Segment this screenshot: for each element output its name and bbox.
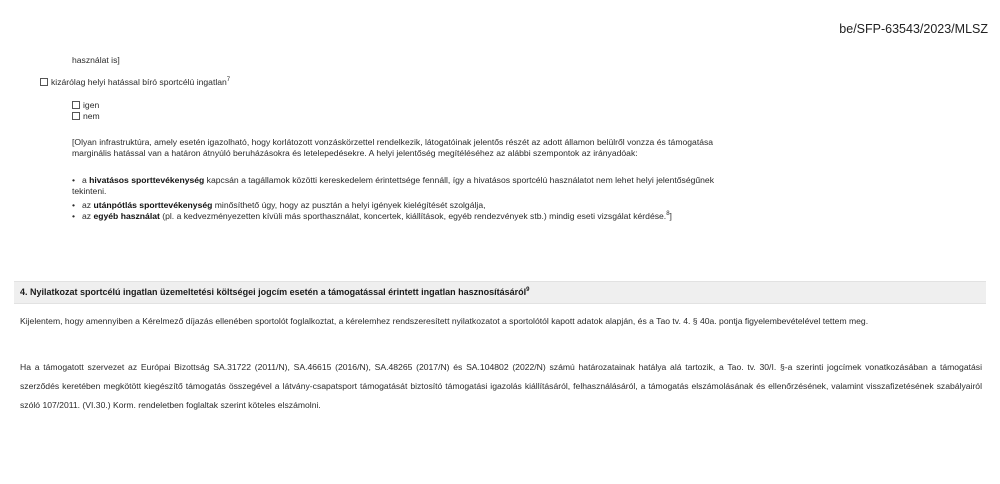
option-local-impact	[40, 77, 230, 88]
bullet-dot-icon: •	[72, 175, 76, 185]
footnote-ref-8: 8	[666, 211, 670, 217]
choice-no	[72, 111, 100, 122]
choice-yes	[72, 100, 99, 111]
choice-no-checkbox[interactable]	[72, 112, 80, 120]
explanation-line-2: marginális hatással van a határon átnyúló beruházásokra és letelepedésekre. A helyi jelentőség megítéléséhez az alábbi szempontok az irányadóak:	[72, 148, 638, 158]
section-4-paragraph-2: Ha a támogatott szervezet az Európai Bizottság SA.31722 (2011/N), SA.46615 (2016/N), SA.48265 (2017/N) és SA.104802 (2022/N) számú határozatainak hatálya alá tartozik, a Tao. tv. 30/I. §-a szerinti jogcímek vonatkozásában a támogatási szerződés keretében megkötött kiegészítő támogatás összegével a látvány-csapatsport támogatását biztosító támogatási igazolás kiállításáról, felhasználásáról, a támogatás elszámolásának és ellenőrzésének, valamint visszafizetésének szabályairól szóló 107/2011. (VI.30.) Korm. rendeletben foglaltak szerint köteles elszámolni.	[20, 362, 982, 410]
continued-text: használat is]	[72, 55, 120, 65]
bullet-dot-icon: •	[72, 200, 76, 210]
bullet-text: a	[82, 175, 90, 185]
footnote-ref-7: 7	[226, 77, 231, 83]
bullet-professional	[72, 175, 932, 197]
section-4-title-text: 4. Nyilatkozat sportcélú ingatlan üzemeltetési költségei jogcím esetén a támogatással érintett ingatlan hasznosításáról	[20, 287, 527, 297]
bullet-bold: utánpótlás sporttevékenység	[93, 200, 213, 210]
bullet-text: az	[82, 200, 94, 210]
choice-yes-checkbox[interactable]	[72, 101, 80, 109]
option-local-checkbox[interactable]	[40, 78, 48, 86]
bullet-other	[72, 211, 672, 222]
document-reference: be/SFP-63543/2023/MLSZ	[839, 22, 988, 36]
bullet-text: minősíthető úgy, hogy az pusztán a helyi igények kielégítését szolgálja,	[212, 200, 486, 210]
bullet-dot-icon: •	[72, 211, 76, 221]
section-4-header	[14, 281, 986, 304]
section-4-title	[20, 287, 530, 297]
bullet-text: (pl. a kedvezményezetten kívüli más sporthasználat, koncertek, kiállítások, egyéb rendezvények stb.) mindig eseti vizsgálat kérdése.	[159, 211, 667, 221]
bullet-bold: egyéb használat	[93, 211, 160, 221]
bullet-text: az	[82, 211, 94, 221]
choice-yes-label: igen	[83, 100, 100, 110]
bullet-continuation: tekinteni.	[72, 186, 107, 196]
bullet-bold: hivatásos sporttevékenység	[89, 175, 205, 185]
explanation-line-1: [Olyan infrastruktúra, amely esetén igazolható, hogy korlátozott vonzáskörzettel rendelkezik, látogatóinak jelentős részét az adott államon belülről vonzza és támogatása	[72, 137, 714, 147]
option-local-label: kizárólag helyi hatással bíró sportcélú ingatlan	[51, 77, 227, 87]
bullet-tail: ]	[669, 211, 672, 221]
bullet-text: kapcsán a tagállamok közötti kereskedelem érintettsége fennáll, így a hivatásos sportcélú használatot nem lehet helyi jelentőségűnek	[204, 175, 715, 185]
section-4-paragraph-1: Kijelentem, hogy amennyiben a Kérelmező díjazás ellenében sportolót foglalkoztat, a kérelemhez rendszeresített nyilatkozatot a sportolótól kapott adatok alapján, és a Tao tv. 4. § 40a. pontja figyelembevételével tettem meg.	[20, 316, 869, 326]
bullet-youth	[72, 200, 485, 211]
footnote-ref-9: 9	[526, 287, 530, 293]
choice-no-label: nem	[83, 111, 100, 121]
